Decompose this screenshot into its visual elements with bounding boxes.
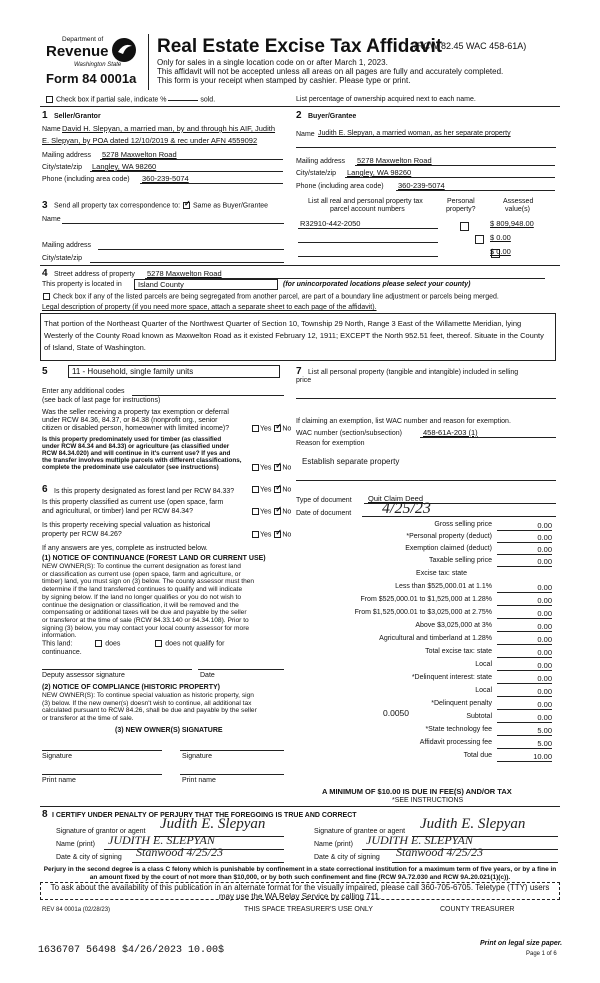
q1-line-c: citizen or disabled person, homeowner with limited income)? — [42, 425, 230, 432]
section-7-number: 7 — [296, 366, 302, 377]
revenue-logo: Revenue — [46, 43, 109, 60]
property-use-select[interactable]: 11 - Household, single family units — [68, 365, 280, 378]
grantor-date-value[interactable]: Stanwood 4/25/23 — [136, 845, 224, 859]
tax-row-value[interactable]: 0.00 — [497, 583, 552, 593]
tax-row-value[interactable]: 0.00 — [497, 521, 552, 531]
s6-q1-yes-checkbox[interactable] — [252, 486, 259, 493]
legal-description-text: That portion of the Northeast Quarter of the Northwest Quarter of Section 10, Township 29 North, Range 3 East of the Willamette Meridian, lying Westerly of the County Road known as Maxwelton Road as it existed February 12, 1911; EXCEPT the North 952.51 feet, thereof. Situate in the County of Island, State of Washington. — [44, 319, 544, 352]
notice-1-body-line: compensating or additional taxes will be due and payable by the seller — [42, 609, 247, 617]
tax-row — [300, 570, 552, 581]
s6-q2-yes-no: Yes ✓ No — [251, 508, 291, 516]
buyer-phone-label: Phone (including area code) — [296, 183, 384, 190]
s6-q3-no-checkbox[interactable] — [274, 531, 281, 538]
deputy-date-label: Date — [200, 672, 215, 679]
notice-2-body-line: or transferor at the time of sale. — [42, 715, 134, 723]
notice-2-title: (2) NOTICE OF COMPLIANCE (HISTORIC PROPERTY) — [42, 684, 220, 691]
notice-3-title: (3) NEW OWNER(S) SIGNATURE — [115, 727, 223, 734]
q1-line-b: under RCW 84.36, 84.37, or 84.38 (nonprofit org., senior — [42, 417, 218, 424]
parcel-header-1: List all real and personal property tax — [308, 198, 423, 205]
alt-format-text: To ask about the availability of this publication in an alternate format for the visually impaired, please call 360-705-6705. Teletype (TTY) users may use the WA Relay Service by calling 711. — [50, 883, 550, 901]
q1-yes-checkbox[interactable] — [252, 425, 259, 432]
same-as-buyer-checkbox[interactable] — [183, 202, 190, 209]
tax-row-value[interactable]: 0.00 — [497, 596, 552, 606]
buyer-name-value[interactable]: Judith E. Slepyan, a married woman, as her separate property — [318, 130, 511, 137]
notice-2-body — [42, 692, 292, 723]
q1-line-a: Was the seller receiving a property tax exemption or deferral — [42, 409, 229, 416]
receipt-stamp: 1636707 56498 $4/26/2023 10.00$ — [38, 945, 225, 956]
street-address-value[interactable]: 5278 Maxwelton Road — [147, 269, 222, 278]
tax-row-value[interactable]: 0.00 — [497, 533, 552, 543]
tax-row-label: *State technology fee — [425, 726, 492, 733]
tax-row-label: Affidavit processing fee — [419, 739, 492, 746]
section-3-number: 3 — [42, 200, 48, 211]
treasurer-only: THIS SPACE TREASURER'S USE ONLY — [244, 906, 373, 913]
page-title: Real Estate Excise Tax Affidavit — [157, 36, 443, 57]
q1-no-checkbox[interactable] — [274, 425, 281, 432]
section-5-number: 5 — [42, 366, 48, 377]
new-owner-print-2-label: Print name — [182, 777, 216, 784]
seller-title: Seller/Grantor — [54, 113, 101, 120]
legal-description-box[interactable] — [40, 313, 556, 361]
notice-1-body-line: signing (3) below, you may contact your local county assessor for more — [42, 624, 250, 632]
tax-row — [300, 752, 552, 763]
tax-row-value[interactable]: 0.00 — [497, 622, 552, 632]
notice-1-body-line: or classification as current use (open space, farm and agriculture, or — [42, 570, 241, 578]
tax-row-value[interactable]: 5.00 — [497, 726, 552, 736]
tax-row — [300, 700, 552, 711]
s6-q3-b: property per RCW 84.26? — [42, 531, 122, 538]
tax-row-value[interactable]: 0.00 — [497, 557, 552, 567]
buyer-mail-label: Mailing address — [296, 158, 346, 165]
deputy-signature-label: Deputy assessor signature — [42, 672, 125, 679]
tax-row — [300, 713, 552, 724]
grantee-date-value[interactable]: Stanwood 4/25/23 — [396, 845, 484, 859]
street-address-label: Street address of property — [54, 271, 135, 278]
reason-value[interactable]: Establish separate property — [302, 457, 400, 466]
parcel-header-2: parcel account numbers — [330, 206, 405, 213]
s6-q3-yes-no: Yes ✓ No — [251, 531, 291, 539]
section-4-number: 4 — [42, 268, 48, 279]
tax-row-label: Local — [475, 687, 492, 694]
tax-row — [300, 739, 552, 750]
tax-row-value[interactable]: 10.00 — [497, 752, 552, 762]
buyer-city-label: City/state/zip — [296, 170, 337, 177]
seller-city-value[interactable]: Langley, WA 98260 — [92, 162, 157, 171]
segregated-checkbox[interactable] — [43, 293, 50, 300]
seller-phone-value[interactable]: 360-239-5074 — [142, 174, 189, 183]
tax-row-label: Taxable selling price — [428, 557, 492, 564]
seller-name-label: Name — [42, 126, 61, 133]
notice-1-body — [42, 563, 292, 640]
notice-2-body-line: calculated pursuant to RCW 84.26, shall be due and payable by the seller — [42, 707, 257, 715]
form-number: Form 84 0001a — [46, 71, 137, 86]
tax-row — [300, 674, 552, 685]
q2-yes-checkbox[interactable] — [252, 464, 259, 471]
header-note-3: This form is your receipt when stamped by cashier. Please type or print. — [157, 76, 411, 85]
see-back-label: (see back of last page for instructions) — [42, 397, 161, 404]
tax-row-value[interactable]: 5.00 — [497, 739, 552, 749]
tax-row-label: From $1,525,000.01 to $3,025,000 at 2.75% — [354, 609, 492, 616]
tax-row-label: Total due — [463, 752, 492, 759]
assessed-value-1[interactable]: $ 809,948.00 — [490, 219, 534, 228]
legal-size-note: Print on legal size paper. — [480, 940, 563, 947]
seller-city-label: City/state/zip — [42, 164, 83, 171]
tax-row-label: Local — [475, 661, 492, 668]
parcel-number-1[interactable]: R32910-442-2050 — [300, 219, 361, 228]
tax-row — [300, 596, 552, 607]
s6-q2-yes-checkbox[interactable] — [252, 508, 259, 515]
doc-type-value[interactable]: Quit Claim Deed — [368, 494, 424, 503]
grantee-signature[interactable]: Judith E. Slepyan — [420, 816, 526, 832]
s6-q3-a: Is this property receiving special valuation as historical — [42, 522, 211, 529]
continuance-label: continuance. — [42, 649, 82, 656]
section-3-row: Send all property tax correspondence to: ✓ Same as Buyer/Grantee — [54, 202, 268, 210]
notice-1-title: (1) NOTICE OF CONTINUANCE (FOREST LAND OR CURRENT USE) — [42, 555, 266, 562]
q2-line-b: under RCW 84.34 and 84.33) or agriculture (as classified under — [42, 443, 230, 450]
section-6-number: 6 — [42, 484, 48, 495]
county-select[interactable]: Island County — [134, 279, 278, 290]
grantee-name-label: Name (print) — [314, 841, 353, 848]
wac-number-value[interactable]: 458-61A-203 (1) — [423, 428, 478, 437]
seller-phone-label: Phone (including area code) — [42, 176, 130, 183]
legal-desc-label: Legal description of property (if you need more space, attach a separate sheet to each page of the affidavit). — [42, 304, 377, 311]
doc-date-value[interactable]: 4/25/23 — [382, 500, 431, 517]
minimum-notice: A MINIMUM OF $10.00 IS DUE IN FEE(S) AND/OR TAX — [322, 787, 512, 796]
this-land-row: This land: does does not qualify for — [42, 640, 225, 648]
unincorp-note: (for unincorporated locations please select your county) — [283, 281, 471, 288]
s6-q2-b: and agricultural, or timber) land per RCW 84.34? — [42, 508, 193, 515]
local-rate: 0.0050 — [383, 708, 409, 718]
tax-row-label: Gross selling price — [434, 521, 492, 528]
tax-row — [300, 609, 552, 620]
tax-row-value[interactable]: 0.00 — [497, 661, 552, 671]
page-number: Page 1 of 6 — [526, 951, 557, 957]
seller-mail-value[interactable]: 5278 Maxwelton Road — [102, 150, 177, 159]
notice-1-body-line: or transferor at the time of sale (RCW 84.33.140 or 84.34.108). Prior to — [42, 616, 249, 624]
section-1-number: 1 — [42, 110, 48, 121]
partial-sale-row: Check box if partial sale, indicate % sold. — [45, 96, 215, 104]
tax-row-value[interactable]: 0.00 — [497, 609, 552, 619]
tax-row-label: Total excise tax: state — [425, 648, 492, 655]
partial-sale-checkbox[interactable] — [46, 96, 53, 103]
buyer-title: Buyer/Grantee — [308, 113, 357, 120]
personal-header-2: property? — [446, 206, 476, 213]
rcw-ref: (RCW 82.45 WAC 458-61A) — [414, 41, 527, 51]
q2-line-e: complete the predominate use calculator (see instructions) — [42, 464, 219, 471]
doc-type-label: Type of document — [296, 497, 352, 504]
tax-row — [300, 622, 552, 633]
tax-row — [300, 648, 552, 659]
seller-mail-label: Mailing address — [42, 152, 92, 159]
seller-name-1[interactable]: David H. Slepyan, a married man, by and through his AIF, Judith — [62, 124, 276, 133]
personal-property-checkbox-2[interactable] — [475, 235, 484, 244]
section-3-name-label: Name — [42, 216, 61, 223]
assessed-value-3[interactable]: $ 0.00 — [490, 247, 511, 256]
tax-row — [300, 545, 552, 556]
tax-row-label: From $525,000.01 to $1,525,000 at 1.28% — [360, 596, 492, 603]
buyer-phone-value[interactable]: 360-239-5074 — [398, 181, 445, 190]
grantee-date-label: Date & city of signing — [314, 854, 380, 861]
s6-q2-a: Is this property classified as current use (open space, farm — [42, 499, 224, 506]
tax-row — [300, 583, 552, 594]
header-note-1: Only for sales in a single location code on or after March 1, 2023. — [157, 58, 388, 67]
grantee-signature-label: Signature of grantee or agent — [314, 828, 406, 835]
personal-property-checkbox-1[interactable] — [460, 222, 469, 231]
q2-no-checkbox[interactable] — [274, 464, 281, 471]
located-in-label: This property is located in — [42, 281, 122, 288]
q2-line-a: Is this property predominately used for timber (as classified — [42, 436, 222, 443]
tax-row-value[interactable]: 0.00 — [497, 700, 552, 710]
notice-2-body-line: (3) below. If the new owner(s) doesn't wish to continue, all additional tax — [42, 699, 252, 707]
section-3-mail-label: Mailing address — [42, 242, 92, 249]
dept-label: Department of — [62, 36, 104, 43]
tax-row-value[interactable]: 0.00 — [497, 687, 552, 697]
does-qualify-checkbox[interactable] — [95, 640, 102, 647]
tax-row — [300, 726, 552, 737]
new-owner-print-1-label: Print name — [42, 777, 76, 784]
tax-row-label: Less than $525,000.01 at 1.1% — [395, 583, 492, 590]
seller-name-2[interactable]: E. Slepyan, by POA dated 12/10/2019 & rec under AFN 4559092 — [42, 136, 258, 145]
revenue-logo-icon — [110, 36, 138, 64]
section-8-number: 8 — [42, 809, 48, 820]
certify-label: I CERTIFY UNDER PENALTY OF PERJURY THAT THE FOREGOING IS TRUE AND CORRECT — [52, 812, 357, 819]
q2-line-d: the transfer involves multiple parcels with different classifications, — [42, 457, 242, 464]
s6-q2-no-checkbox[interactable] — [274, 508, 281, 515]
new-owner-signature-1-label: Signature — [42, 753, 72, 760]
doc-date-label: Date of document — [296, 510, 352, 517]
rev-number: REV 84 0001a (02/28/23) — [42, 907, 111, 913]
reason-label: Reason for exemption — [296, 440, 365, 447]
q1-yes-no: Yes ✓ No — [251, 425, 291, 433]
buyer-name-label: Name — [296, 131, 315, 138]
grantor-date-label: Date & city of signing — [56, 854, 122, 861]
additional-codes-label: Enter any additional codes — [42, 388, 125, 395]
notice-1-body-line: timber) land, you must sign on (3) below. The county assessor must then — [42, 578, 255, 586]
s6-q1-no-checkbox[interactable] — [274, 486, 281, 493]
exemption-label: If claiming an exemption, list WAC number and reason for exemption. — [296, 418, 511, 425]
s6-q1-yes-no: Yes ✓ No — [251, 486, 291, 494]
buyer-city-value[interactable]: Langley, WA 98260 — [347, 168, 412, 177]
tax-row-value[interactable]: 0.00 — [497, 674, 552, 684]
grantee-name-value[interactable]: JUDITH E. SLEPYAN — [366, 833, 473, 847]
grantor-name-value[interactable]: JUDITH E. SLEPYAN — [108, 833, 215, 847]
grantor-signature-label: Signature of grantor or agent — [56, 828, 146, 835]
wac-number-label: WAC number (section/subsection) — [296, 430, 402, 437]
list-percentage-note: List percentage of ownership acquired next to each name. — [296, 96, 476, 103]
personal-header-1: Personal — [447, 198, 475, 205]
tax-row-label: *Delinquent interest: state — [411, 674, 492, 681]
s6-q1: Is this property designated as forest land per RCW 84.33? — [54, 488, 235, 495]
tax-row — [300, 533, 552, 544]
tax-row-value[interactable]: 0.00 — [497, 545, 552, 555]
tax-row — [300, 521, 552, 532]
notice-1-body-line: determine if the land transferred continues to qualify and will indicate — [42, 586, 243, 594]
tax-row-label: Exemption claimed (deduct) — [405, 545, 492, 552]
notice-2-body-line: NEW OWNER(S): To continue special valuation as historic property, sign — [42, 692, 254, 699]
tax-row — [300, 557, 552, 568]
section-3-city-label: City/state/zip — [42, 255, 83, 262]
tax-row-label: Excise tax: state — [416, 570, 467, 577]
does-not-qualify-checkbox[interactable] — [155, 640, 162, 647]
new-owner-signature-2-label: Signature — [182, 753, 212, 760]
tax-row-value[interactable]: 0.00 — [497, 635, 552, 645]
perjury-notice: Perjury in the second degree is a class C felony which is punishable by confinement in a state correctional institution for a maximum term of five years, or by a fine in an amount fixed by the court of not more than $10,000, or by both such confinement and fine (RCW 9A.72.030 and RCW 9A.20.021(1)(c)). — [43, 866, 557, 881]
county-treasurer: COUNTY TREASURER — [440, 906, 515, 913]
tax-row-label: Subtotal — [466, 713, 492, 720]
tax-row-label: *Personal property (deduct) — [406, 533, 492, 540]
see-instructions: *SEE INSTRUCTIONS — [392, 797, 464, 804]
notice-1-body-line: NEW OWNER(S): To continue the current designation as forest land — [42, 563, 241, 570]
notice-1-body-line: continue the designation or classification, it will be removed and the — [42, 601, 239, 609]
grantor-signature[interactable]: Judith E. Slepyan — [160, 816, 266, 832]
tax-row-value[interactable]: 0.00 — [497, 713, 552, 723]
personal-property-label-2: price — [296, 377, 312, 384]
tax-row-label: Agricultural and timberland at 1.28% — [379, 635, 492, 642]
assessed-header-1: Assessed — [503, 198, 534, 205]
tax-row — [300, 661, 552, 672]
tax-row-label: Above $3,025,000 at 3% — [415, 622, 492, 629]
assessed-value-2[interactable]: $ 0.00 — [490, 233, 511, 242]
section-2-number: 2 — [296, 110, 302, 121]
notice-1-body-line: by signing below. If the land no longer qualifies or you do not wish to — [42, 593, 242, 601]
s6-q3-yes-checkbox[interactable] — [252, 531, 259, 538]
notice-1-body-line: information. — [42, 632, 77, 640]
buyer-mail-value[interactable]: 5278 Maxwelton Road — [357, 156, 432, 165]
q2-yes-no: Yes ✓ No — [251, 464, 291, 472]
header — [40, 30, 560, 92]
tax-row-value[interactable]: 0.00 — [497, 648, 552, 658]
grantor-name-label: Name (print) — [56, 841, 95, 848]
state-label: Washington State — [74, 62, 122, 68]
if-yes-note: If any answers are yes, complete as instructed below. — [42, 545, 208, 552]
header-note-2: This affidavit will not be accepted unless all areas on all pages are fully and accurately completed. — [157, 67, 504, 76]
segregated-row: Check box if any of the listed parcels are being segregated from another parcel, are part of a boundary line adjustment or parcels being merged. — [42, 293, 499, 301]
tax-row-label: *Delinquent penalty — [431, 700, 492, 707]
tax-row — [300, 687, 552, 698]
tax-row — [300, 635, 552, 646]
alt-format-box — [40, 882, 560, 900]
personal-property-label-1: List all personal property (tangible and intangible) included in selling — [308, 369, 519, 376]
assessed-header-2: value(s) — [505, 206, 530, 213]
q2-line-c: RCW 84.34.020) and will continue in it's current use? If yes and — [42, 450, 231, 457]
